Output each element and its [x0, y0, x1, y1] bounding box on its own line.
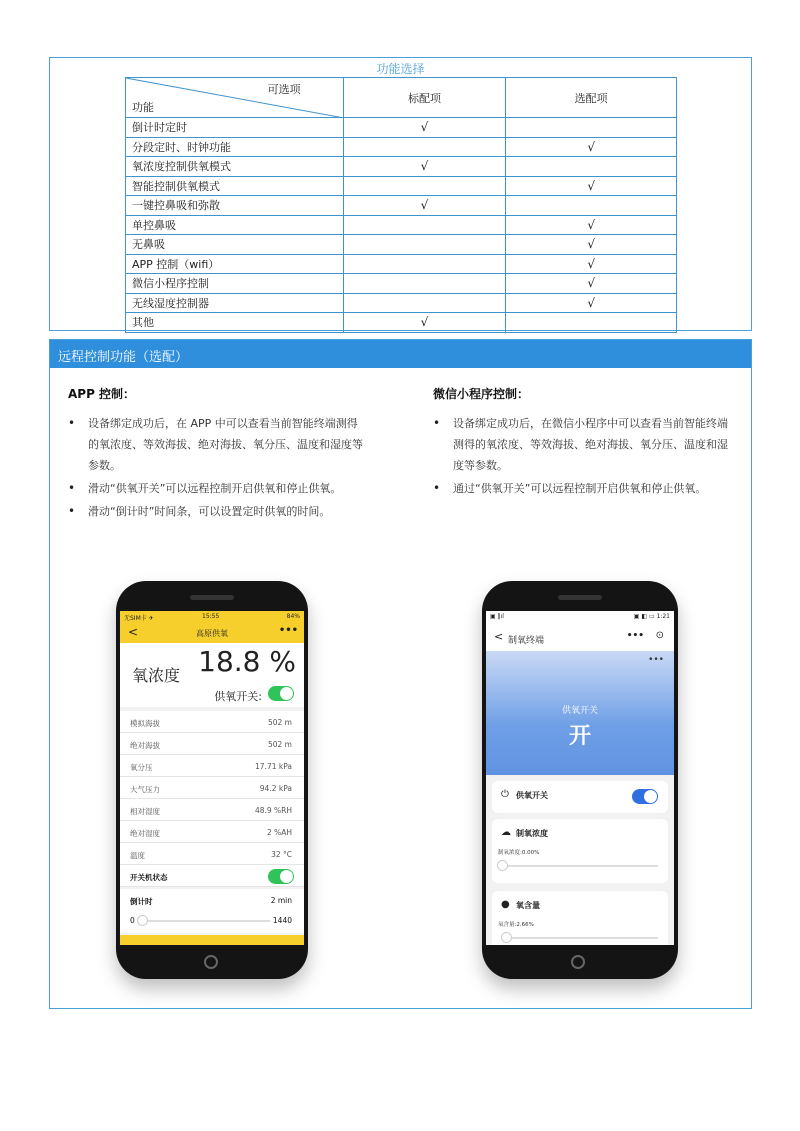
standard-cell [343, 313, 506, 333]
table-row [126, 274, 677, 294]
check-mark-icon: √ [587, 256, 595, 271]
reading-label: 相对湿度 [130, 807, 160, 816]
wechat-phone-mockup [482, 581, 678, 979]
reading-value: 502 m [267, 718, 292, 727]
check-mark-icon: √ [587, 237, 595, 252]
wechat-nav-bar [486, 623, 674, 651]
reading-label: 氧分压 [130, 763, 153, 772]
reading-row [120, 799, 304, 821]
feature-name-cell: 分段定时、时钟功能 [126, 137, 344, 157]
optional-cell [506, 274, 677, 294]
oxygen-content-card [492, 891, 668, 945]
timer-value: 2 min [270, 896, 292, 905]
oxygen-title: 氧含量 [516, 901, 540, 910]
capsule-more-icon[interactable]: ••• [626, 631, 644, 641]
supply-switch-label: 供氧开关 [516, 791, 548, 800]
reading-row [120, 821, 304, 843]
o2-switch-label: 供氧开关: [214, 690, 262, 703]
feature-name-cell: 氧浓度控制供氧模式 [126, 157, 344, 177]
table-row [126, 196, 677, 216]
table-row [126, 254, 677, 274]
feature-section-title: 功能选择 [376, 62, 425, 76]
corner-label-options: 可选项 [267, 83, 301, 96]
power-status-row [120, 865, 304, 887]
timer-slider-track[interactable] [142, 920, 270, 922]
header-optional: 选配项 [506, 78, 677, 118]
o2-summary-panel [120, 643, 304, 707]
table-row [126, 118, 677, 138]
timer-max-label: 1440 [272, 916, 292, 925]
feature-table [125, 77, 677, 333]
status-signal: ▣ ‖ıl [490, 613, 504, 620]
optional-cell [506, 157, 677, 177]
remote-control-section [49, 339, 752, 1009]
status-carrier: 无SIM卡 ✈ [124, 615, 154, 622]
home-button [571, 955, 585, 969]
check-mark-icon: √ [587, 178, 595, 193]
reading-label: 温度 [130, 851, 145, 860]
bottom-accent-bar [120, 935, 304, 945]
standard-cell [343, 274, 506, 294]
feature-name-cell: 单控鼻吸 [126, 215, 344, 235]
capsule-close-icon[interactable]: ⊙ [655, 630, 664, 641]
table-row [126, 215, 677, 235]
app-phone-mockup [116, 581, 308, 979]
drop-icon: ● [501, 899, 510, 910]
supply-switch-card [492, 781, 668, 813]
check-mark-icon: √ [587, 217, 595, 232]
reading-value: 32 °C [271, 850, 292, 859]
standard-cell [343, 254, 506, 274]
diagonal-divider [126, 78, 344, 118]
feature-name-cell: 倒计时定时 [126, 118, 344, 138]
app-nav-bar [120, 623, 304, 643]
check-mark-icon: √ [587, 295, 595, 310]
concentration-value: 制氧浓度:0.00% [498, 850, 540, 856]
reading-row [120, 733, 304, 755]
reading-row [120, 843, 304, 865]
hero-label: 供氧开关 [561, 706, 598, 716]
bullet-item: • 设备绑定成功后，在微信小程序中可以查看当前智能终端测得的氧浓度、等效海拔、绝对海拔、氧分压、温度和湿度等参数。 [433, 413, 733, 476]
reading-row [120, 755, 304, 777]
status-time: 15:55 [202, 613, 220, 620]
back-icon[interactable]: < [128, 625, 139, 639]
standard-cell [343, 137, 506, 157]
reading-row [120, 777, 304, 799]
check-mark-icon: √ [420, 159, 429, 174]
status-battery: 84% [286, 613, 300, 620]
wechat-control-title: 微信小程序控制： [433, 387, 530, 401]
timer-min-label: 0 [130, 916, 135, 925]
feature-name-cell: 无线湿度控制器 [126, 293, 344, 313]
wechat-phone-screen [486, 611, 674, 945]
reading-label: 模拟海拔 [130, 719, 160, 728]
feature-name-cell: 微信小程序控制 [126, 274, 344, 294]
table-row [126, 157, 677, 177]
standard-cell [343, 196, 506, 216]
reading-value: 2 %AH [266, 828, 292, 837]
oxygen-slider-track[interactable] [502, 937, 658, 939]
app-nav-title: 高原供氧 [196, 629, 228, 638]
feature-name-cell: 其他 [126, 313, 344, 333]
reading-label: 绝对湿度 [130, 829, 160, 838]
standard-cell [343, 293, 506, 313]
hero-state: 开 [568, 724, 591, 749]
concentration-slider-knob[interactable] [497, 860, 508, 871]
power-icon: ⏻ [501, 789, 509, 800]
corner-label-function: 功能 [132, 101, 154, 114]
concentration-title: 制氧浓度 [516, 829, 548, 838]
reading-value: 94.2 kPa [259, 784, 292, 793]
reading-value: 48.9 %RH [254, 806, 292, 815]
timer-slider-knob[interactable] [137, 915, 148, 926]
check-mark-icon: √ [420, 198, 429, 213]
optional-cell [506, 313, 677, 333]
header-standard: 标配项 [343, 78, 506, 118]
optional-cell [506, 293, 677, 313]
supply-toggle[interactable] [632, 789, 658, 804]
table-row [126, 176, 677, 196]
optional-cell [506, 235, 677, 255]
feature-name-cell: 智能控制供氧模式 [126, 176, 344, 196]
optional-cell [506, 196, 677, 216]
table-row [126, 235, 677, 255]
table-corner-cell [126, 78, 344, 118]
optional-cell [506, 215, 677, 235]
phone-speaker [558, 595, 602, 600]
reading-label: 绝对海拔 [130, 741, 160, 750]
hero-more-icon[interactable]: ••• [648, 655, 664, 665]
feature-selection-section [49, 57, 752, 331]
supply-hero-banner [486, 651, 674, 775]
phone-speaker [190, 595, 234, 600]
table-row [126, 293, 677, 313]
bullet-item: • 滑动“供氧开关”可以远程控制开启供氧和停止供氧。 [68, 478, 368, 499]
oxygen-slider-knob[interactable] [501, 932, 512, 943]
oxygen-value: 氧含量:2.66% [498, 922, 534, 928]
reading-label: 大气压力 [130, 785, 160, 794]
optional-cell [506, 137, 677, 157]
o2-supply-toggle[interactable] [268, 686, 294, 701]
status-bar [120, 611, 304, 623]
app-control-bullets [68, 413, 368, 524]
o2-label: 氧浓度 [132, 666, 181, 685]
concentration-slider-track[interactable] [502, 865, 658, 867]
feature-name-cell: 无鼻吸 [126, 235, 344, 255]
check-mark-icon: √ [420, 120, 429, 135]
check-mark-icon: √ [587, 276, 595, 291]
timer-row [120, 889, 304, 933]
standard-cell [343, 215, 506, 235]
bullet-item: • 通过“供氧开关”可以远程控制开启供氧和停止供氧。 [433, 478, 733, 499]
reading-value: 502 m [267, 740, 292, 749]
feature-name-cell: 一键控鼻吸和弥散 [126, 196, 344, 216]
check-mark-icon: √ [587, 139, 595, 154]
table-row [126, 313, 677, 333]
power-status-label: 开关机状态 [130, 873, 168, 882]
status-bar [486, 611, 674, 623]
standard-cell [343, 157, 506, 177]
concentration-card [492, 819, 668, 883]
reading-row [120, 711, 304, 733]
back-icon[interactable]: < [494, 630, 504, 643]
app-phone-screen [120, 611, 304, 945]
optional-cell [506, 176, 677, 196]
table-header-row [126, 78, 677, 118]
cloud-icon: ☁ [501, 827, 511, 838]
timer-label: 倒计时 [130, 897, 153, 906]
wechat-control-bullets [433, 413, 733, 501]
bullet-item: • 设备绑定成功后，在 APP 中可以查看当前智能终端测得的氧浓度、等效海拔、绝对海拔、氧分压、温度和湿度等参数。 [68, 413, 368, 476]
feature-name-cell: APP 控制（wifi） [126, 254, 344, 274]
app-control-title: APP 控制： [68, 387, 136, 401]
wechat-nav-title: 制氧终端 [508, 636, 545, 646]
status-right: ▣ ◧ ▭ 1:21 [633, 613, 670, 620]
optional-cell [506, 254, 677, 274]
bullet-item: • 滑动“倒计时”时间条，可以设置定时供氧的时间。 [68, 501, 368, 522]
standard-cell [343, 118, 506, 138]
check-mark-icon: √ [420, 315, 429, 330]
reading-value: 17.71 kPa [255, 762, 292, 771]
o2-value: 18.8 % [198, 645, 296, 678]
standard-cell [343, 235, 506, 255]
optional-cell [506, 118, 677, 138]
remote-section-title: 远程控制功能（选配） [50, 340, 751, 368]
table-row [126, 137, 677, 157]
more-icon[interactable]: ••• [278, 625, 298, 636]
standard-cell [343, 176, 506, 196]
home-button [204, 955, 218, 969]
power-toggle[interactable] [268, 869, 294, 884]
